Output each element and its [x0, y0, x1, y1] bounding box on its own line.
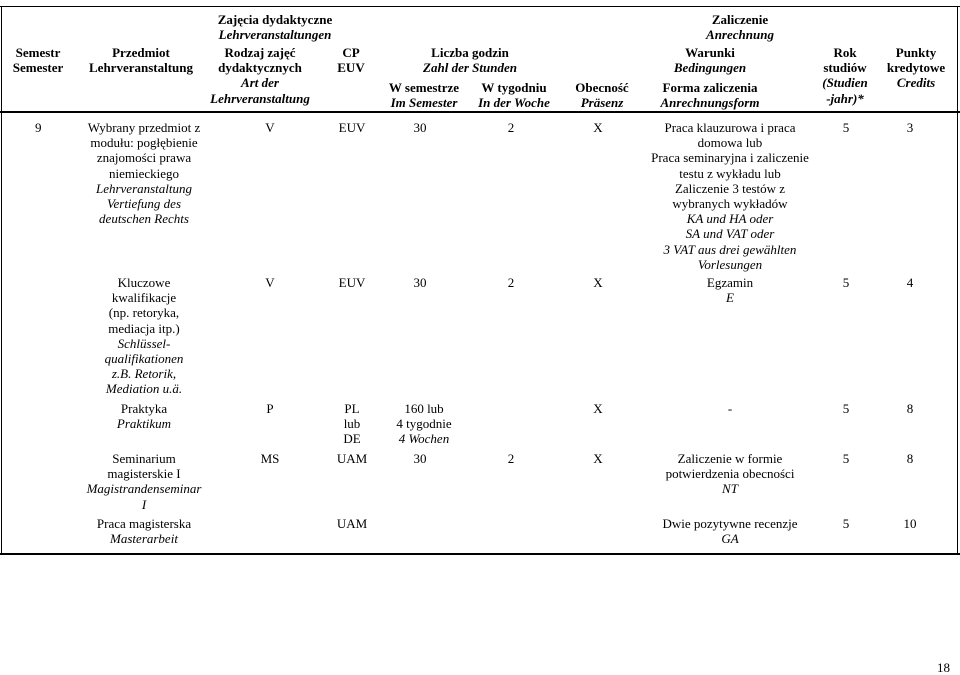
header-w-semestrze: W semestrze Im Semester — [388, 80, 460, 111]
table-bottom-rule — [0, 553, 960, 555]
row5-cp: UAM — [336, 516, 368, 531]
table-top-rule — [0, 6, 960, 7]
row4-cp: UAM — [336, 451, 368, 466]
row4-w-tygodniu: 2 — [507, 451, 515, 466]
row5-przedmiot: Praca magisterska Masterarbeit — [96, 516, 192, 547]
row1-w-semestrze: 30 — [413, 120, 427, 135]
row2-forma: Egzamin E — [706, 275, 754, 306]
header-cp: CP EUV — [337, 45, 365, 76]
row4-rok: 5 — [842, 451, 850, 466]
row1-w-tygodniu: 2 — [507, 120, 515, 135]
page-number: 18 — [937, 660, 950, 675]
row3-obecnosc: X — [593, 401, 603, 416]
table-right-rule — [957, 6, 958, 555]
row4-punkty: 8 — [906, 451, 914, 466]
row3-forma: - — [727, 401, 733, 416]
row5-forma: Dwie pozytywne recenzje GA — [662, 516, 798, 547]
header-obecnosc: Obecność Präsenz — [575, 80, 629, 111]
row1-cp: EUV — [338, 120, 366, 135]
row2-punkty: 4 — [906, 275, 914, 290]
header-w-tygodniu: W tygodniu In der Woche — [478, 80, 550, 111]
header-zaliczenie: Zaliczenie Anrechnung — [706, 12, 774, 43]
row5-rok: 5 — [842, 516, 850, 531]
row3-cp: PL lub DE — [343, 401, 361, 447]
row1-obecnosc: X — [593, 120, 603, 135]
row1-semestr: 9 — [35, 120, 42, 135]
header-bottom-rule — [0, 111, 960, 113]
row3-rok: 5 — [842, 401, 850, 416]
row1-forma: Praca klauzurowa i praca domowa lub Praca seminaryjna i zaliczenie testu z wykładu lub Zaliczenie 3 testów z wybranych wykładów KA und HA oder SA und VAT oder 3 VAT aus drei gewählten Vorlesungen — [651, 120, 809, 272]
header-przedmiot: Przedmiot Lehrveranstaltung — [89, 45, 193, 76]
row3-punkty: 8 — [906, 401, 914, 416]
row5-punkty: 10 — [903, 516, 917, 531]
header-zajecia: Zajęcia dydaktyczne Lehrveranstaltungen — [217, 12, 333, 43]
row2-obecnosc: X — [593, 275, 603, 290]
header-liczba-godzin: Liczba godzin Zahl der Stunden — [423, 45, 517, 76]
row4-forma: Zaliczenie w formie potwierdzenia obecności NT — [665, 451, 795, 497]
row4-obecnosc: X — [593, 451, 603, 466]
header-semestr: Semestr Semester — [12, 45, 64, 76]
header-punkty: Punkty kredytowe Credits — [886, 45, 946, 91]
row1-rodzaj: V — [265, 120, 275, 135]
row3-godziny: 160 lub 4 tygodnie 4 Wochen — [396, 401, 452, 447]
header-rodzaj: Rodzaj zajęć dydaktycznych Art der Lehrveranstaltung — [210, 45, 310, 106]
row1-punkty: 3 — [906, 120, 914, 135]
header-forma-zaliczenia: Forma zaliczenia Anrechnungsform — [660, 80, 760, 111]
row1-przedmiot: Wybrany przedmiot z modułu: pogłębienie znajomości prawa niemieckiego Lehrveranstaltung Vertiefung des deutschen Rechts — [87, 120, 201, 227]
table-left-rule — [1, 6, 2, 555]
row3-przedmiot: Praktyka Praktikum — [116, 401, 172, 432]
header-rok-studiow: Rok studiów (Studien -jahr)* — [822, 45, 868, 106]
row2-cp: EUV — [338, 275, 366, 290]
row2-w-tygodniu: 2 — [507, 275, 515, 290]
row4-przedmiot: Seminarium magisterskie I Magistrandenseminar I — [86, 451, 202, 512]
row2-w-semestrze: 30 — [413, 275, 427, 290]
row2-przedmiot: Kluczowe kwalifikacje (np. retoryka, mediacja itp.) Schlüssel- qualifikationen z.B. Retorik, Mediation u.ä. — [104, 275, 184, 397]
row2-rodzaj: V — [265, 275, 275, 290]
row2-rok: 5 — [842, 275, 850, 290]
row3-rodzaj: P — [266, 401, 274, 416]
row1-rok: 5 — [842, 120, 850, 135]
row4-rodzaj: MS — [260, 451, 280, 466]
header-warunki: Warunki Bedingungen — [673, 45, 747, 76]
row4-w-semestrze: 30 — [413, 451, 427, 466]
